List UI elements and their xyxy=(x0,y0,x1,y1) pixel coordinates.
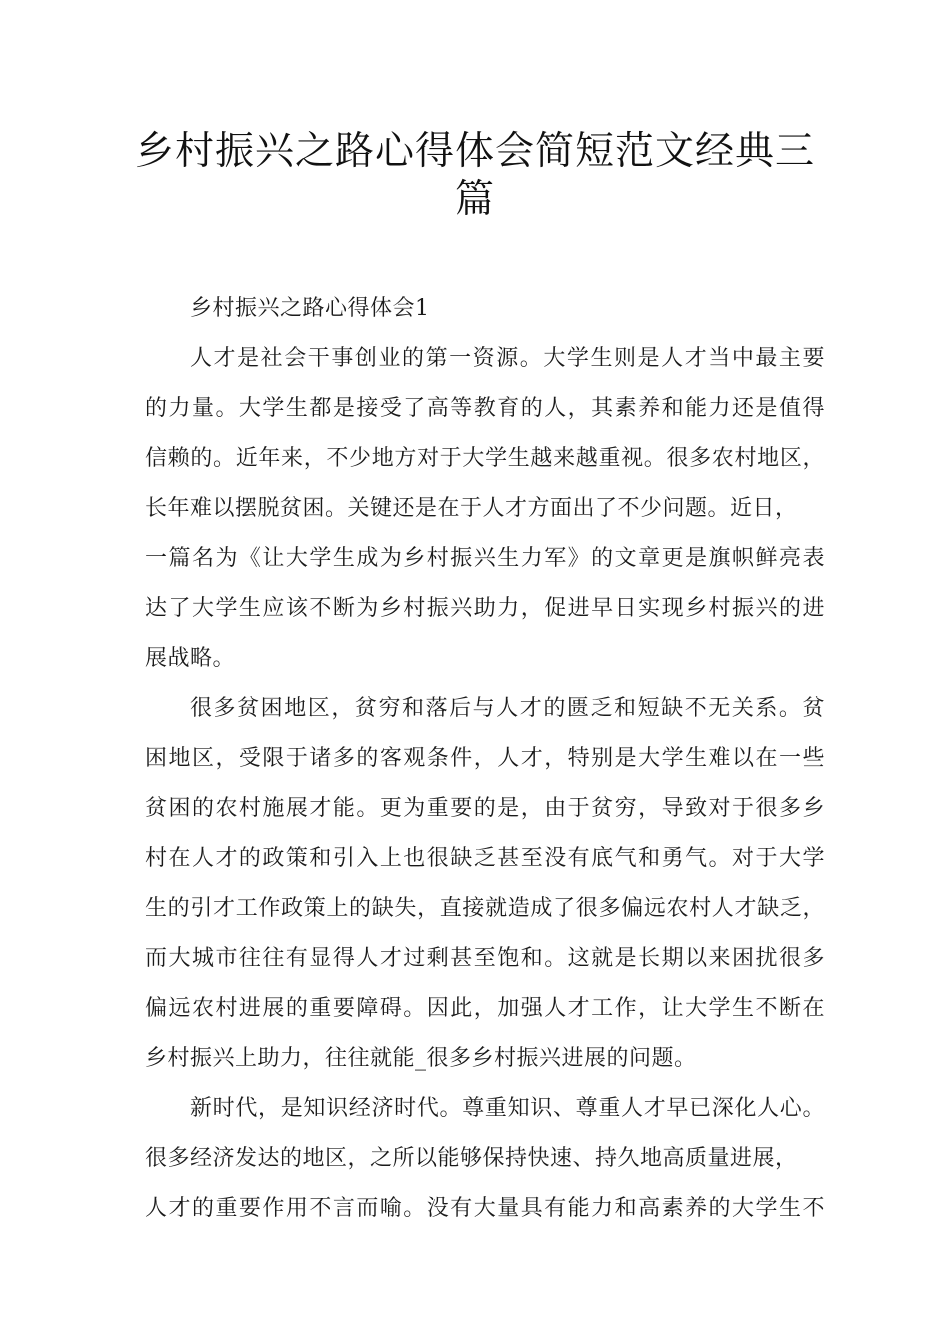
document-title xyxy=(120,128,830,224)
document-body xyxy=(145,284,825,1234)
paragraph-2-line: 贫困的农村施展才能。更为重要的是，由于贫穷，导致对于很多乡 xyxy=(145,796,825,821)
paragraph-1-line: 一篇名为《让大学生成为乡村振兴生力军》的文章更是旗帜鲜亮表 xyxy=(145,546,825,571)
title-line-1: 乡村振兴之路心得体会简短范文经典三 xyxy=(134,129,815,174)
title-line-2: 篇 xyxy=(454,177,495,222)
paragraph-1-line: 信赖的。近年来，不少地方对于大学生越来越重视。很多农村地区， xyxy=(145,446,825,471)
paragraph-2-line: 困地区，受限于诸多的客观条件，人才，特别是大学生难以在一些 xyxy=(145,746,825,771)
paragraph-3-line: 很多经济发达的地区，之所以能够保持快速、持久地高质量进展， xyxy=(145,1146,798,1171)
paragraph-1-line: 人才是社会干事创业的第一资源。大学生则是人才当中最主要 xyxy=(190,346,825,371)
paragraph-3-line: 人才的重要作用不言而喻。没有大量具有能力和高素养的大学生不 xyxy=(145,1196,825,1221)
paragraph-1-line: 的力量。大学生都是接受了高等教育的人，其素养和能力还是值得 xyxy=(145,396,825,421)
section-heading: 乡村振兴之路心得体会1 xyxy=(190,296,430,321)
paragraph-1-line: 达了大学生应该不断为乡村振兴助力，促进早日实现乡村振兴的进 xyxy=(145,596,825,621)
paragraph-3-line: 新时代，是知识经济时代。尊重知识、尊重人才早已深化人心。 xyxy=(190,1096,825,1121)
paragraph-2-line: 很多贫困地区，贫穷和落后与人才的匮乏和短缺不无关系。贫 xyxy=(190,696,825,721)
paragraph-2-line: 村在人才的政策和引入上也很缺乏甚至没有底气和勇气。对于大学 xyxy=(145,846,825,871)
paragraph-1-line: 展战略。 xyxy=(145,646,236,671)
paragraph-2-line: 偏远农村进展的重要障碍。因此，加强人才工作，让大学生不断在 xyxy=(145,996,825,1021)
paragraph-1-line: 长年难以摆脱贫困。关键还是在于人才方面出了不少问题。近日， xyxy=(145,496,798,521)
paragraph-2-line: 乡村振兴上助力，往往就能_很多乡村振兴进展的问题。 xyxy=(145,1046,697,1071)
paragraph-2-line: 生的引才工作政策上的缺失，直接就造成了很多偏远农村人才缺乏， xyxy=(145,896,825,921)
paragraph-2-line: 而大城市往往有显得人才过剩甚至饱和。这就是长期以来困扰很多 xyxy=(145,946,825,971)
